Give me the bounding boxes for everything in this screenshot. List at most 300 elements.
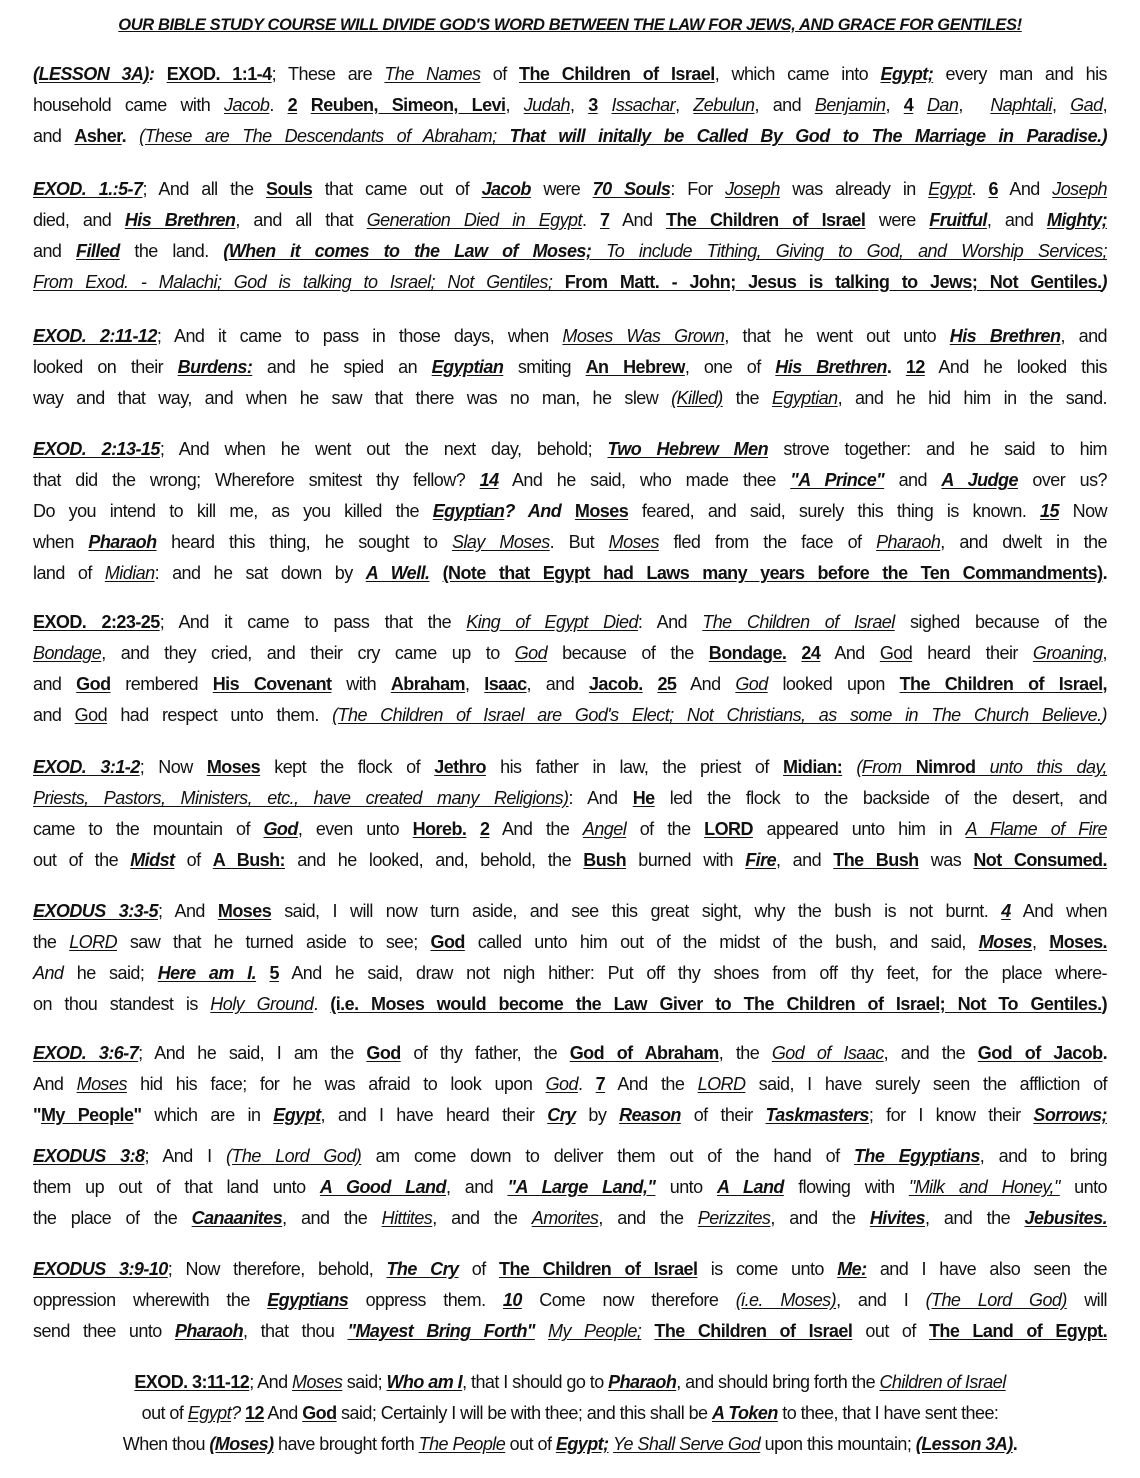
- text-run: he said;: [63, 963, 158, 983]
- text-run: saw that he turned aside to see;: [117, 932, 431, 952]
- paragraph-line: [33, 989, 1107, 1020]
- text-run: ": [33, 1105, 41, 1125]
- text-run: Moses: [978, 932, 1032, 952]
- text-run: The Egyptians: [853, 1146, 980, 1166]
- text-run: had respect unto them.: [107, 705, 333, 725]
- paragraph-line: [33, 927, 1107, 958]
- text-run: Pharaoh: [876, 532, 941, 552]
- text-run: His Brethren: [775, 357, 887, 377]
- text-run: The Land of Egypt.: [928, 1321, 1108, 1341]
- text-run: rembered: [110, 674, 213, 694]
- text-run: A Flame of Fire: [965, 819, 1107, 839]
- text-run: , and dwelt in the: [940, 532, 1107, 552]
- text-run: A Bush:: [212, 850, 285, 870]
- text-run: Horeb.: [412, 819, 467, 839]
- text-run: [297, 95, 311, 115]
- text-run: EXODUS 3:9-10: [33, 1259, 168, 1279]
- text-run: Me:: [837, 1259, 867, 1279]
- text-run: 4: [903, 95, 914, 115]
- text-run: smiting: [503, 357, 586, 377]
- paragraph-line: [33, 321, 1107, 352]
- text-run: Hivites: [869, 1208, 926, 1228]
- paragraph-line: [33, 607, 1107, 638]
- text-run: unto: [655, 1177, 717, 1197]
- text-run: , which came into: [714, 64, 881, 84]
- text-run: said;: [342, 1372, 387, 1392]
- text-run: From Matt. - John; Jesus is talking to Jews; Not Gentiles.: [564, 272, 1102, 292]
- text-run: unto: [1059, 1177, 1107, 1197]
- text-run: 25: [657, 674, 677, 694]
- page-title: OUR BIBLE STUDY COURSE WILL DIVIDE GOD'S WORD BETWEEN THE LAW FOR JEWS, AND GRACE FOR GENTILES!: [118, 16, 1022, 34]
- text-run: household came with: [33, 95, 225, 115]
- text-run: 7: [600, 210, 610, 230]
- text-run: came to the mountain of: [33, 819, 264, 839]
- paragraph-exod-1-5-7: [33, 174, 1107, 298]
- text-run: out of the: [33, 850, 131, 870]
- text-run: unto this day,: [975, 757, 1108, 777]
- text-run: Egypt;: [555, 1434, 609, 1454]
- text-run: , one of: [684, 357, 776, 377]
- text-run: My People;: [548, 1321, 642, 1341]
- text-run: The Children of Israel: [654, 1321, 853, 1341]
- paragraph-line: [33, 121, 1107, 152]
- text-run: every man and his: [933, 64, 1107, 84]
- text-run: ,: [885, 95, 904, 115]
- text-run: Egyptian: [771, 388, 838, 408]
- text-run: 2: [479, 819, 490, 839]
- text-run: of their: [680, 1105, 766, 1125]
- text-run: 2: [287, 95, 298, 115]
- text-run: (Note that Egypt had Laws many years before the Ten Commandments): [442, 563, 1103, 583]
- text-run: His Brethren: [124, 210, 236, 230]
- text-run: Souls: [265, 179, 313, 199]
- text-run: [430, 563, 443, 583]
- text-run: that did the wrong; Wherefore smitest thy fellow?: [33, 470, 480, 490]
- text-run: , and: [754, 95, 815, 115]
- text-run: A Land: [716, 1177, 784, 1197]
- text-run: (The Children of Israel are God's Elect; Not Christians, as some in The Church Believe.: [332, 705, 1102, 725]
- paragraph-line: [33, 1069, 1107, 1100]
- text-run: ": [133, 1105, 142, 1125]
- text-run: 14: [479, 470, 499, 490]
- text-run: .: [581, 210, 601, 230]
- paragraph-line: [33, 814, 1107, 845]
- text-run: And he looked this: [924, 357, 1107, 377]
- paragraph-line: [33, 752, 1107, 783]
- text-run: (The Lord God): [925, 1290, 1067, 1310]
- text-run: [913, 95, 927, 115]
- text-run: [786, 643, 801, 663]
- text-run: ; And I: [144, 1146, 226, 1166]
- paragraph-line: [33, 59, 1107, 90]
- text-run: Dan: [926, 95, 959, 115]
- text-run: 6: [988, 179, 998, 199]
- text-run: am come down to deliver them out of the hand of: [361, 1146, 854, 1166]
- text-run: The People: [418, 1434, 506, 1454]
- text-run: Moses: [217, 901, 272, 921]
- text-run: Not Consumed.: [973, 850, 1107, 870]
- text-run: 12: [245, 1403, 264, 1423]
- paragraph-exodus-3-8: [33, 1141, 1107, 1234]
- text-run: Zebulun: [693, 95, 755, 115]
- text-run: The Children of Israel: [666, 210, 866, 230]
- text-run: Mighty;: [1046, 210, 1108, 230]
- text-run: ,: [1031, 932, 1050, 952]
- text-run: , and to bring: [979, 1146, 1108, 1166]
- text-run: God: [514, 643, 548, 663]
- text-run: upon this mountain;: [760, 1434, 916, 1454]
- text-run: of thy father, the: [400, 1043, 570, 1063]
- text-run: The Names: [384, 64, 481, 84]
- text-run: And: [33, 1074, 77, 1094]
- text-run: :: [148, 64, 167, 84]
- text-run: .: [269, 95, 288, 115]
- paragraph-line: [33, 352, 1107, 383]
- paragraph-line: [33, 638, 1107, 669]
- text-run: .: [1102, 1043, 1108, 1063]
- text-run: of: [174, 850, 213, 870]
- text-run: Holy Ground: [210, 994, 314, 1014]
- text-run: And: [676, 674, 736, 694]
- text-run: said, I have surely seen the affliction of: [745, 1074, 1107, 1094]
- text-run: Ye Shall Serve God: [613, 1434, 761, 1454]
- paragraph-line: [33, 90, 1107, 121]
- text-run: His Brethren: [949, 326, 1061, 346]
- text-run: Reason: [619, 1105, 681, 1125]
- paragraph-line: [33, 1141, 1107, 1172]
- text-run: And: [820, 643, 880, 663]
- text-run: , and: [776, 850, 834, 870]
- text-run: Pharaoh: [88, 532, 157, 552]
- text-run: , and: [445, 1177, 508, 1197]
- paragraph-exodus-3-9-10: [33, 1254, 1107, 1347]
- text-run: , that I should go to: [462, 1372, 609, 1392]
- paragraph-exod-3-6-7: [33, 1038, 1107, 1131]
- text-run: Sorrows;: [1033, 1105, 1107, 1125]
- text-run: LORD: [69, 932, 118, 952]
- text-run: will: [1066, 1290, 1108, 1310]
- text-run: Bondage.: [708, 643, 787, 663]
- text-run: Jacob: [224, 95, 270, 115]
- text-run: out of: [141, 1403, 188, 1423]
- text-run: ? And: [504, 501, 575, 521]
- text-run: EXOD. 2:23-25: [33, 612, 160, 632]
- paragraph-line: [33, 1398, 1107, 1429]
- text-run: Midian:: [783, 757, 843, 777]
- text-run: kept the flock of: [260, 757, 435, 777]
- text-run: And: [33, 963, 64, 983]
- text-run: led the flock to the backside of the desert, and: [654, 788, 1107, 808]
- text-run: looked on their: [33, 357, 178, 377]
- text-run: and he spied an: [252, 357, 432, 377]
- text-run: and he looked, and, behold, the: [285, 850, 584, 870]
- text-run: God of Abraham: [569, 1043, 719, 1063]
- text-run: Gad: [1070, 95, 1103, 115]
- text-run: ): [1101, 272, 1107, 292]
- text-run: : For: [670, 179, 726, 199]
- text-run: when: [33, 532, 89, 552]
- text-run: is come unto: [697, 1259, 838, 1279]
- text-run: ,: [1051, 95, 1071, 115]
- text-run: He: [632, 788, 655, 808]
- text-run: God: [430, 932, 465, 952]
- text-run: Priests, Pastors, Ministers, etc., have created many Religions): [33, 788, 569, 808]
- text-run: Perizzites: [697, 1208, 771, 1228]
- text-run: .: [886, 357, 906, 377]
- text-run: When thou: [122, 1434, 210, 1454]
- text-run: and: [33, 241, 77, 261]
- text-run: .: [577, 1074, 596, 1094]
- paragraph-line: [33, 783, 1107, 814]
- text-run: with: [331, 674, 391, 694]
- text-run: ,: [465, 674, 485, 694]
- paragraph-line: [33, 845, 1107, 876]
- text-run: ; And when he went out the next day, behold;: [159, 439, 608, 459]
- text-run: .: [971, 179, 989, 199]
- text-run: A Token: [711, 1403, 778, 1423]
- text-run: (Moses): [209, 1434, 274, 1454]
- paragraph-line: [33, 434, 1107, 465]
- text-run: Cry: [547, 1105, 576, 1125]
- text-run: ,: [1102, 95, 1108, 115]
- text-run: And he said, draw not nigh hither: Put off thy shoes from off thy feet, for the place where-: [278, 963, 1107, 983]
- text-run: on thou standest is: [33, 994, 211, 1014]
- text-run: His Covenant: [212, 674, 332, 694]
- text-run: burned with: [626, 850, 746, 870]
- text-run: EXOD. 1.:5-7: [33, 179, 143, 199]
- text-run: died, and: [33, 210, 125, 230]
- text-run: The Children of Israel: [499, 1259, 698, 1279]
- text-run: Moses: [206, 757, 261, 777]
- text-run: Amorites: [531, 1208, 599, 1228]
- text-run: to thee, that I have sent thee:: [777, 1403, 999, 1423]
- text-run: heard their: [912, 643, 1033, 663]
- text-run: (Lesson 3A): [915, 1434, 1013, 1454]
- text-run: God: [735, 674, 768, 694]
- text-run: ,: [958, 95, 991, 115]
- text-run: "Mayest Bring Forth": [347, 1321, 535, 1341]
- text-run: EXOD. 3:11-12: [134, 1372, 250, 1392]
- text-run: 15: [1040, 501, 1059, 521]
- text-run: Egyptians: [267, 1290, 349, 1310]
- text-run: oppress them.: [348, 1290, 503, 1310]
- text-run: were: [865, 210, 930, 230]
- paragraph-line: [33, 1172, 1107, 1203]
- text-run: , even unto: [297, 819, 413, 839]
- text-run: Moses.: [1049, 932, 1107, 952]
- text-run: ; Now therefore, behold,: [167, 1259, 387, 1279]
- text-run: his father in law, the priest of: [485, 757, 783, 777]
- paragraph-line: [33, 1367, 1107, 1398]
- text-run: out of: [852, 1321, 929, 1341]
- text-run: EXOD. 3:6-7: [33, 1043, 139, 1063]
- text-run: God: [879, 643, 913, 663]
- text-run: [535, 1321, 548, 1341]
- text-run: Issachar: [611, 95, 676, 115]
- text-run: strove together: and he said to him: [768, 439, 1108, 459]
- text-run: [466, 819, 480, 839]
- paragraph-exod-2-11-12: [33, 321, 1107, 414]
- text-run: was already in: [779, 179, 929, 199]
- text-run: , and all that: [235, 210, 367, 230]
- text-run: Bondage: [33, 643, 102, 663]
- text-run: which are in: [141, 1105, 274, 1125]
- paragraph-line: [33, 1316, 1107, 1347]
- text-run: , and I: [836, 1290, 926, 1310]
- text-run: . But: [549, 532, 609, 552]
- paragraph-line: [33, 267, 1107, 298]
- text-run: God: [545, 1074, 578, 1094]
- text-run: ; These are: [271, 64, 385, 84]
- text-run: Fire: [745, 850, 777, 870]
- text-run: Do you intend to kill me, as you killed the: [33, 501, 433, 521]
- text-run: , and: [1060, 326, 1107, 346]
- text-run: , and: [986, 210, 1047, 230]
- text-run: that came out of: [312, 179, 482, 199]
- text-run: Slay Moses: [452, 532, 550, 552]
- text-run: Bush: [583, 850, 627, 870]
- text-run: Here am I.: [157, 963, 257, 983]
- text-run: God of Jacob: [977, 1043, 1103, 1063]
- text-run: (i.e. Moses): [735, 1290, 837, 1310]
- text-run: ; And: [158, 901, 218, 921]
- text-run: them up out of that land unto: [33, 1177, 320, 1197]
- text-run: (The Lord God): [225, 1146, 362, 1166]
- text-run: of: [458, 1259, 499, 1279]
- text-run: was: [918, 850, 974, 870]
- text-run: : And: [637, 612, 703, 632]
- paragraph-exod-3-1-2: [33, 752, 1107, 876]
- paragraph-line: [33, 896, 1107, 927]
- text-run: Midst: [130, 850, 175, 870]
- text-run: heard this thing, he sought to: [156, 532, 452, 552]
- text-run: A Well.: [365, 563, 430, 583]
- text-run: ; And it came to pass in those days, when: [156, 326, 563, 346]
- text-run: .: [1102, 563, 1108, 583]
- text-run: Reuben, Simeon, Levi: [310, 95, 506, 115]
- text-run: And he said, who made thee: [498, 470, 791, 490]
- text-run: Benjamin: [814, 95, 886, 115]
- text-run: A Judge: [941, 470, 1018, 490]
- text-run: An Hebrew: [585, 357, 685, 377]
- text-run: [256, 963, 269, 983]
- paragraph-line: [33, 236, 1107, 267]
- text-run: .: [121, 126, 140, 146]
- text-run: ): [1101, 126, 1108, 146]
- paragraph-exod-2-23-25: [33, 607, 1107, 731]
- text-run: , and the: [883, 1043, 978, 1063]
- text-run: God: [74, 705, 108, 725]
- text-run: ): [1101, 994, 1108, 1014]
- text-run: Egyptian: [432, 501, 505, 521]
- paragraph-line: [33, 700, 1107, 731]
- text-run: out of: [505, 1434, 556, 1454]
- text-run: And when: [1010, 901, 1107, 921]
- text-run: And: [263, 1403, 303, 1423]
- text-run: A Good Land: [319, 1177, 446, 1197]
- text-run: Pharaoh: [174, 1321, 244, 1341]
- text-run: LORD: [697, 1074, 746, 1094]
- text-run: , and the: [432, 1208, 532, 1228]
- text-run: Midian: [104, 563, 155, 583]
- paragraph-line: [33, 1100, 1107, 1131]
- text-run: Asher: [74, 126, 122, 146]
- paragraph-line: [33, 1038, 1107, 1069]
- text-run: .: [313, 994, 331, 1014]
- text-run: , and: [526, 674, 589, 694]
- text-run: and: [33, 674, 77, 694]
- text-run: ; And: [249, 1372, 293, 1392]
- paragraph-line: [33, 558, 1107, 589]
- text-run: EXOD. 3:1-2: [33, 757, 140, 777]
- text-run: said, I will now turn aside, and see this great sight, why the bush is not burnt.: [271, 901, 1002, 921]
- text-run: , and the: [598, 1208, 698, 1228]
- text-run: [842, 757, 856, 777]
- text-run: Jacob: [481, 179, 531, 199]
- text-run: Jacob.: [588, 674, 643, 694]
- text-run: The Cry: [386, 1259, 459, 1279]
- text-run: ,: [569, 95, 589, 115]
- text-run: And: [997, 179, 1053, 199]
- text-run: (i.e. Moses would become the Law Giver to The Children of Israel; Not To Gentiles.: [330, 994, 1102, 1014]
- text-run: (From: [856, 757, 916, 777]
- text-run: Now: [1058, 501, 1108, 521]
- paragraph-line: [33, 1254, 1107, 1285]
- text-run: , and I have heard their: [320, 1105, 548, 1125]
- text-run: The Children of Israel: [702, 612, 895, 632]
- text-run: [643, 674, 658, 694]
- text-run: of the: [626, 819, 705, 839]
- text-run: EXODUS 3:8: [33, 1146, 145, 1166]
- text-run: 12: [905, 357, 925, 377]
- text-run: Taskmasters: [765, 1105, 869, 1125]
- text-run: Egypt: [187, 1403, 232, 1423]
- text-run: Abraham: [390, 674, 466, 694]
- text-run: Filled: [76, 241, 120, 261]
- paragraph-exod-1-1-4: [33, 59, 1107, 152]
- text-run: , and they cried, and their cry came up to: [101, 643, 515, 663]
- text-run: God: [263, 819, 298, 839]
- text-run: ,: [675, 95, 694, 115]
- text-run: looked upon: [767, 674, 900, 694]
- text-run: Nimrod: [915, 757, 976, 777]
- text-run: ; for I know their: [868, 1105, 1034, 1125]
- text-run: Moses: [608, 532, 659, 552]
- text-run: called unto him out of the midst of the bush, and said,: [464, 932, 979, 952]
- text-run: Hittites: [381, 1208, 433, 1228]
- text-run: 7: [595, 1074, 606, 1094]
- text-run: the: [33, 932, 70, 952]
- text-run: Joseph: [725, 179, 780, 199]
- text-run: ; And he said, I am the: [138, 1043, 367, 1063]
- text-run: ; And it came to pass that the: [159, 612, 467, 632]
- text-run: over us?: [1017, 470, 1107, 490]
- text-run: flowing with: [783, 1177, 909, 1197]
- paragraph-line: [33, 465, 1107, 496]
- text-run: And: [609, 210, 667, 230]
- text-run: 70 Souls: [592, 179, 671, 199]
- text-run: "A Large Land,": [507, 1177, 656, 1197]
- text-run: God of Isaac: [771, 1043, 884, 1063]
- paragraph-line: [33, 383, 1107, 414]
- text-run: To include Tithing, Giving to God, and Worship Services;: [591, 241, 1107, 261]
- text-run: Isaac: [484, 674, 527, 694]
- text-run: Judah: [523, 95, 570, 115]
- text-run: That will initally be Called By God to The Marriage in Paradise.: [509, 126, 1102, 146]
- text-run: 4: [1001, 901, 1011, 921]
- text-run: have brought forth: [273, 1434, 419, 1454]
- text-run: and I have also seen the: [866, 1259, 1107, 1279]
